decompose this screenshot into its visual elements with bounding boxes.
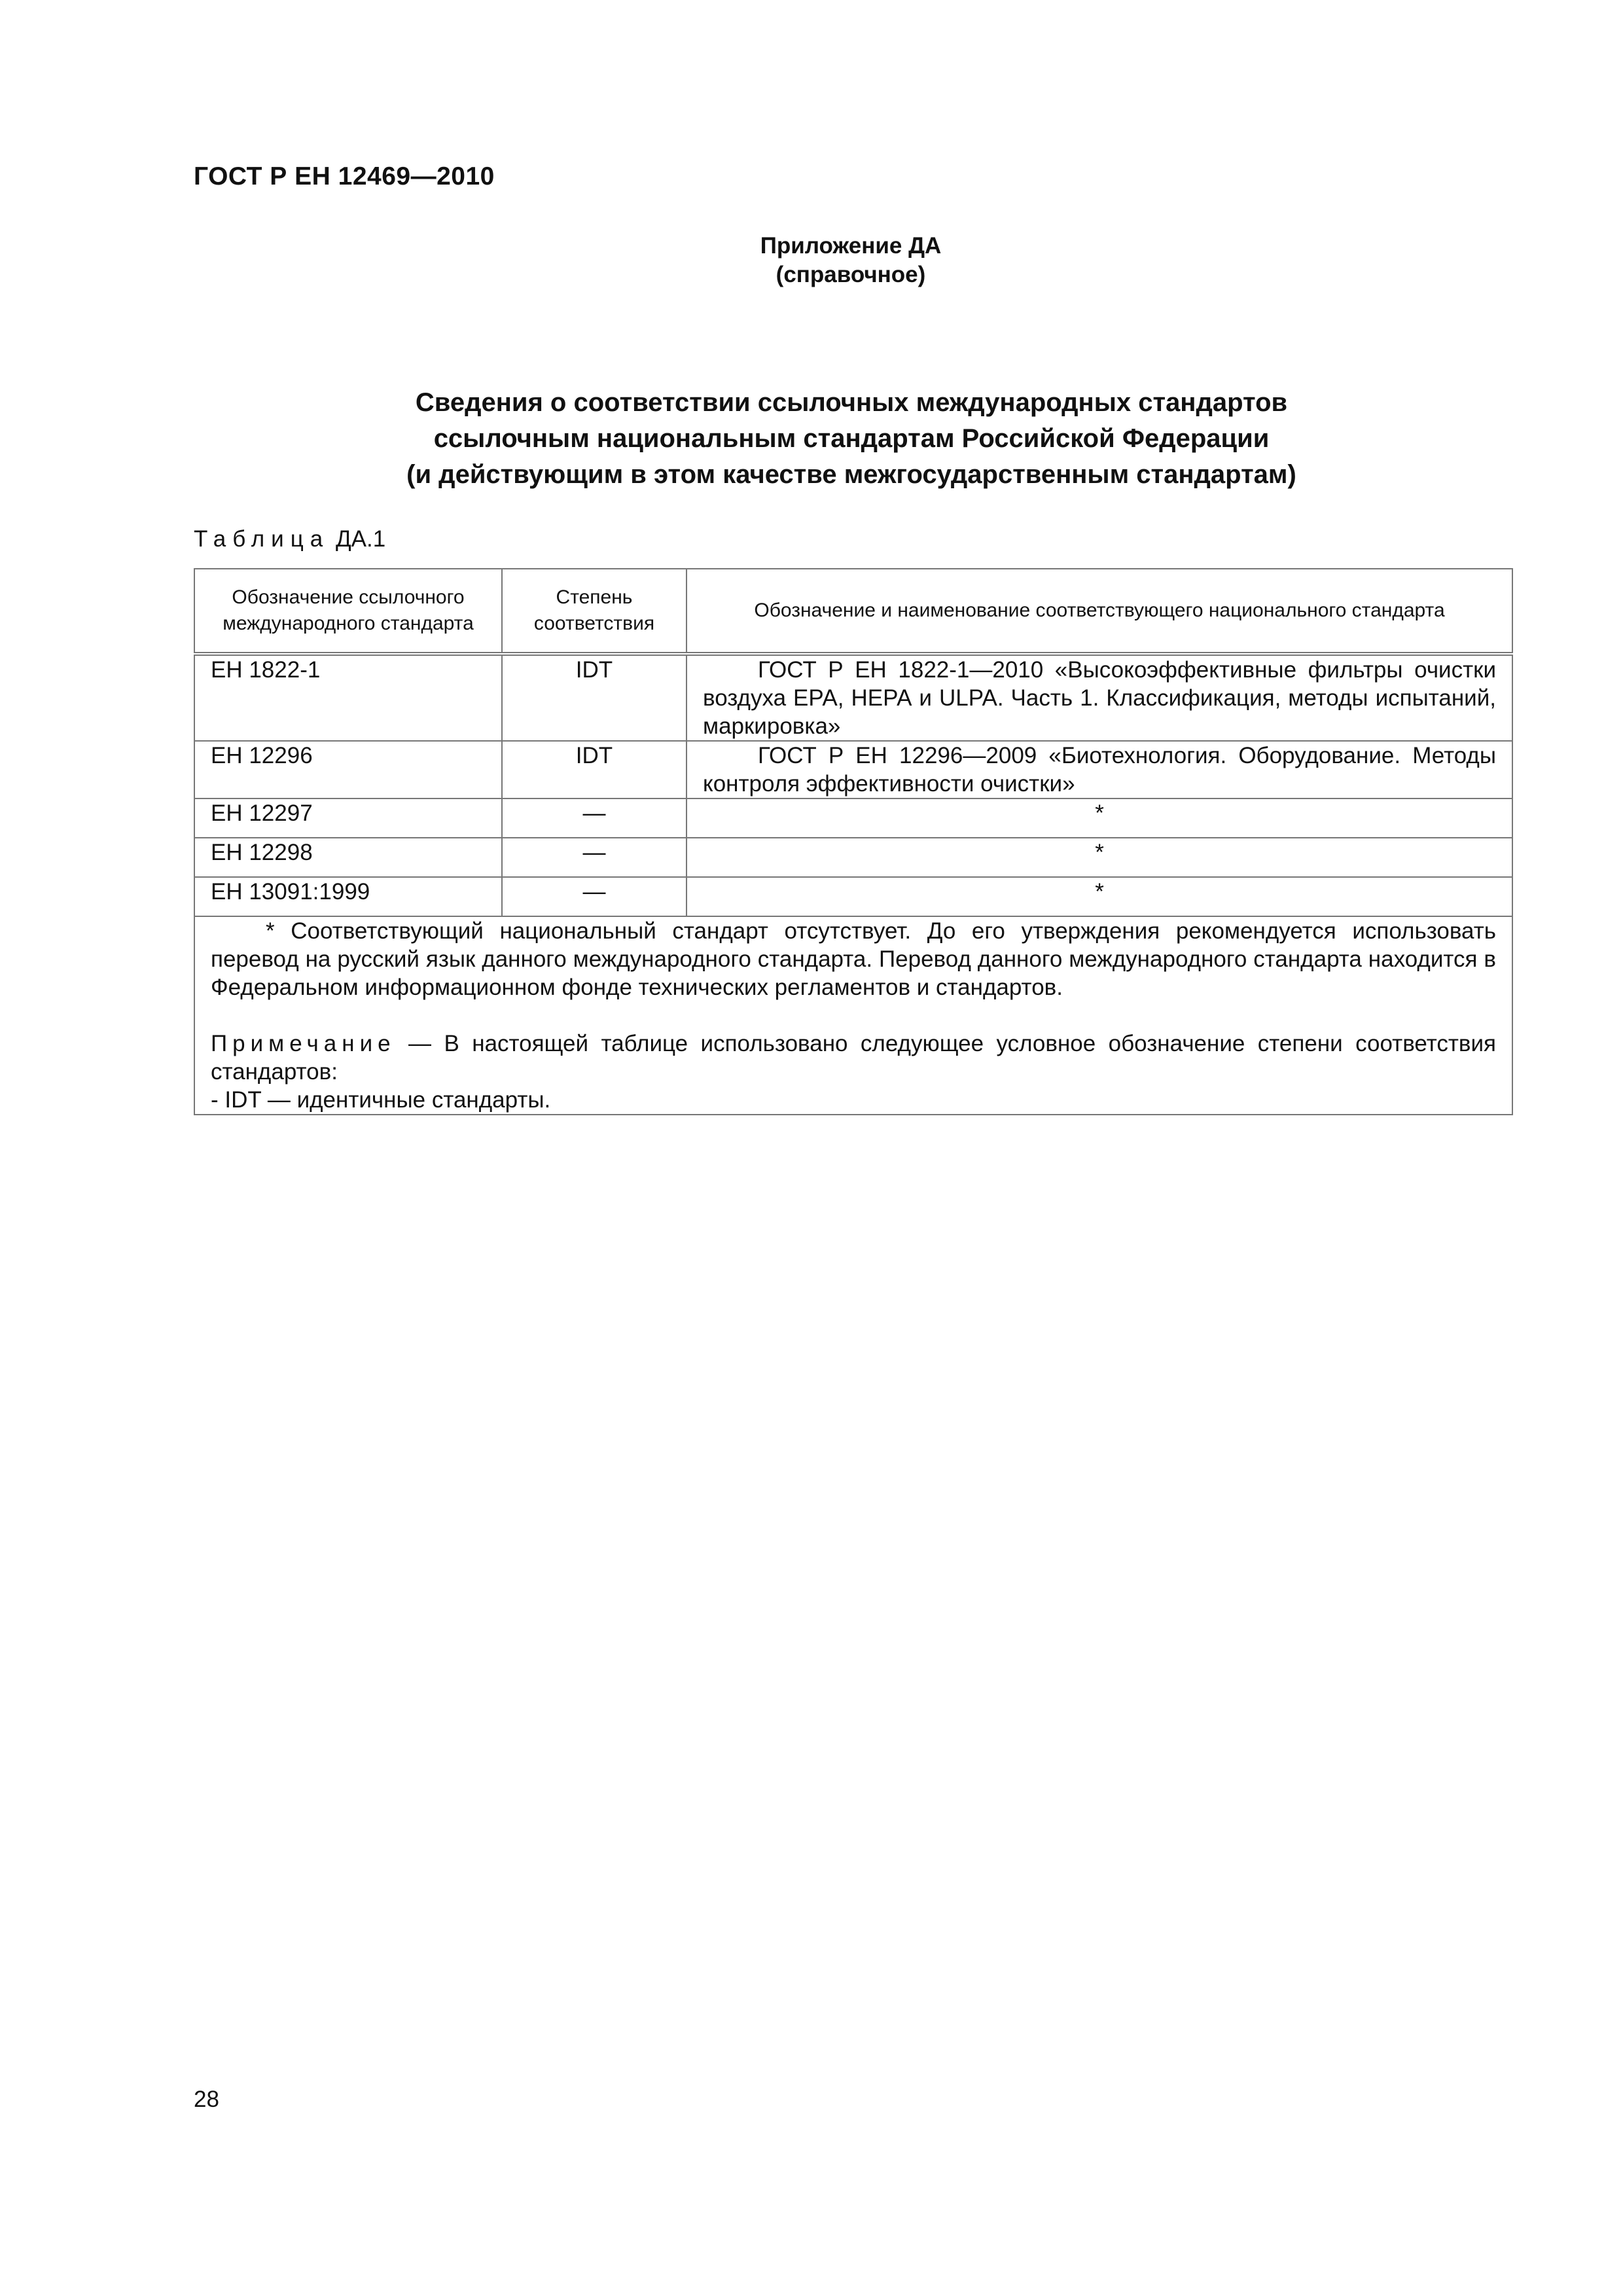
table-row (194, 877, 1512, 916)
page-number: 28 (194, 2087, 219, 2112)
heading-line-3: (и действующим в этом качестве межгосударственным стандартам) (406, 460, 1296, 489)
cell-designation: ЕН 12296 (194, 741, 502, 798)
note-label: Примечание (211, 1031, 396, 1056)
appendix-kind: (справочное) (776, 262, 926, 287)
cell-designation: ЕН 1822-1 (194, 654, 502, 741)
table-header-row (194, 569, 1512, 654)
table-row (194, 838, 1512, 877)
column-header-degree: Степень соответствия (502, 569, 687, 654)
table-row (194, 741, 1512, 798)
cell-degree: IDT (502, 654, 687, 741)
cell-degree: IDT (502, 741, 687, 798)
cell-national-standard: * (687, 838, 1512, 877)
column-header-national-standard: Обозначение и наименование соответствующего национального стандарта (687, 569, 1512, 654)
table-footnote-row (194, 916, 1512, 1115)
column-header-designation: Обозначение ссылочного международного стандарта (194, 569, 502, 654)
table-caption (194, 526, 385, 552)
cell-national-standard: * (687, 877, 1512, 916)
heading-line-1: Сведения о соответствии ссылочных международных стандартов (415, 388, 1288, 417)
table-footnote-cell (194, 916, 1512, 1115)
correspondence-table (194, 568, 1513, 1115)
cell-degree: — (502, 798, 687, 838)
cell-designation: ЕН 12297 (194, 798, 502, 838)
table-caption-number: ДА.1 (335, 526, 386, 552)
table-row (194, 798, 1512, 838)
table-row (194, 654, 1512, 741)
cell-designation: ЕН 12298 (194, 838, 502, 877)
note-text: — В настоящей таблице использовано следующее условное обозначение степени соответствия стандартов: (211, 1031, 1496, 1085)
cell-designation: ЕН 13091:1999 (194, 877, 502, 916)
cell-degree: — (502, 838, 687, 877)
appendix-title: Приложение ДА (760, 233, 942, 259)
cell-national-standard: * (687, 798, 1512, 838)
table-caption-word: Таблица (194, 526, 330, 552)
table-note (211, 1030, 1496, 1086)
section-heading (194, 385, 1509, 493)
note-item: - IDT — идентичные стандарты. (211, 1087, 551, 1113)
cell-national-standard: ГОСТ Р ЕН 12296—2009 «Биотехнология. Оборудование. Методы контроля эффективности очистки» (687, 741, 1512, 798)
heading-line-2: ссылочным национальным стандартам Российской Федерации (433, 424, 1270, 453)
cell-degree: — (502, 877, 687, 916)
cell-national-standard: ГОСТ Р ЕН 1822-1—2010 «Высокоэффективные фильтры очистки воздуха ЕРА, НЕРА и ULPA. Часть 1. Классификация, методы испытаний, маркировка» (687, 654, 1512, 741)
footnote-text: * Соответствующий национальный стандарт отсутствует. До его утверждения рекомендуется использовать перевод на русский язык данного международного стандарта. Перевод данного международного стандарта находится в Федеральном информационном фонде технических регламентов и стандартов. (211, 918, 1496, 1000)
document-code: ГОСТ Р ЕН 12469—2010 (194, 162, 495, 190)
